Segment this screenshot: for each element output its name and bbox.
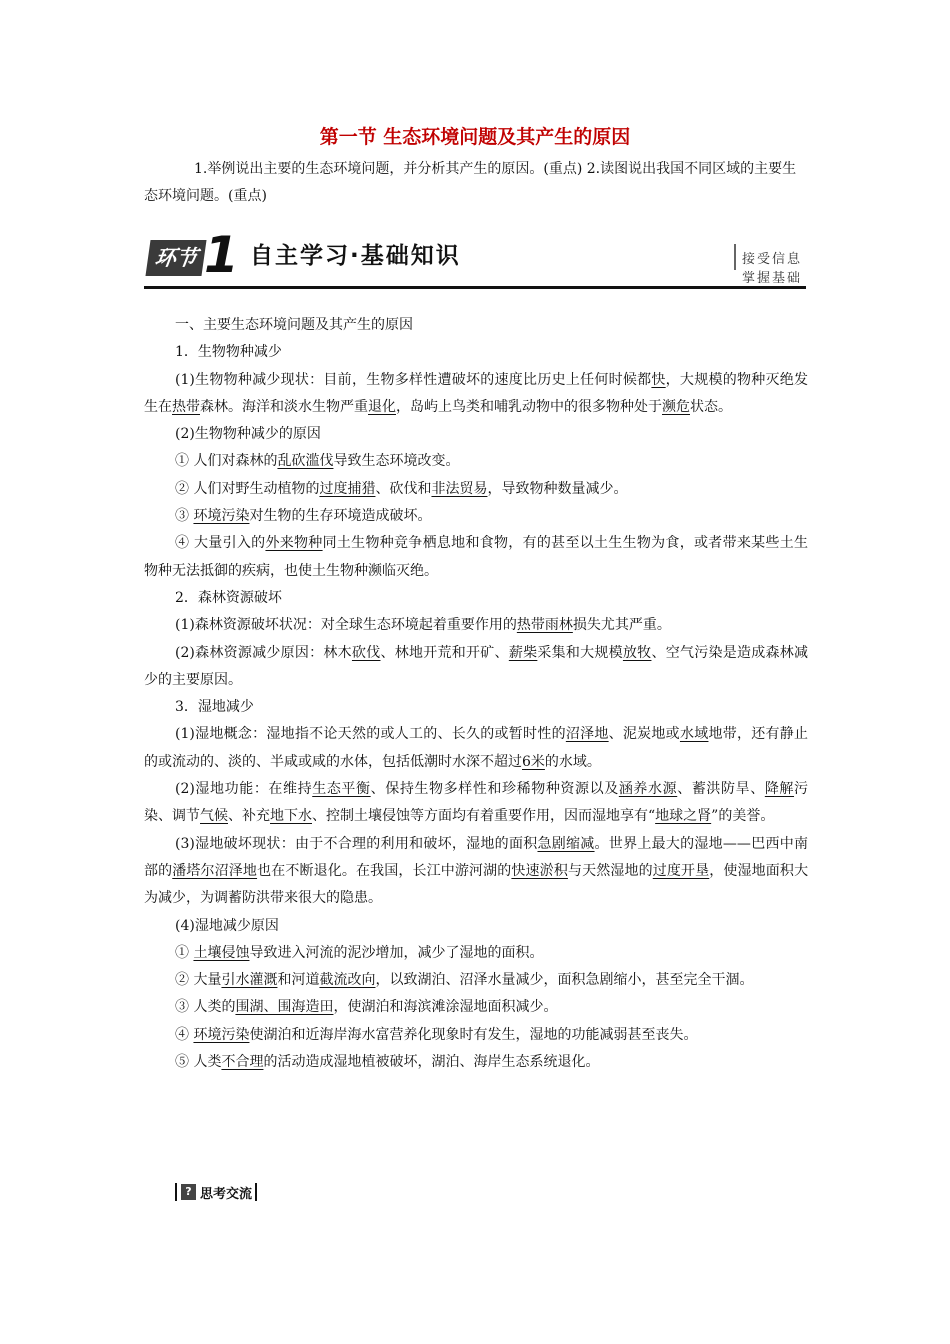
underlined-answer: 引水灌溉 xyxy=(221,972,278,989)
paragraph xyxy=(144,721,808,776)
underlined-answer: 地球之肾 xyxy=(655,808,712,825)
text-run: (1)森林资源破坏状况：对全球生态环境起着重要作用的 xyxy=(175,617,517,634)
text-run: 损失尤其严重。 xyxy=(572,617,671,634)
paragraph xyxy=(144,585,808,612)
text-run: ，使湿地面积大为减少，为调蓄防洪带来很大的隐患。 xyxy=(144,862,809,907)
badge-number: 1 xyxy=(204,226,239,284)
underlined-answer: 热带 xyxy=(172,398,200,415)
tag-bar-right xyxy=(255,1183,257,1201)
underlined-answer: 地下水 xyxy=(270,808,312,825)
tag-bar-left xyxy=(175,1183,177,1201)
paragraph xyxy=(144,940,808,967)
paragraph xyxy=(144,994,808,1021)
text-run: 和河道 xyxy=(277,972,320,989)
underlined-answer: 放牧 xyxy=(622,644,652,661)
underlined-answer: 快速淤积 xyxy=(511,862,568,879)
step-badge xyxy=(146,226,239,284)
paragraph xyxy=(144,421,808,448)
text-run: 使湖泊和近海岸海水富营养化现象时有发生，湿地的功能减弱甚至丧失。 xyxy=(249,1026,698,1043)
text-run: ，岛屿上鸟类和哺乳动物中的很多物种处于 xyxy=(396,398,662,415)
text-run: 的水域。 xyxy=(544,753,601,770)
body-text xyxy=(144,312,808,1076)
text-run: 、空气污染是造成森林减少的主要原因。 xyxy=(144,644,809,688)
paragraph xyxy=(144,1022,808,1049)
text-run: 森林。海洋和淡水生物严重 xyxy=(200,398,368,415)
text-run: 导致进入河流的泥沙增加，减少了湿地的面积。 xyxy=(249,944,544,961)
paragraph xyxy=(144,530,808,585)
paragraph xyxy=(144,967,808,994)
text-run: 、补充 xyxy=(228,808,270,825)
text-run: ④ 大量引入的 xyxy=(175,535,266,552)
text-run: (1)湿地概念：湿地指不论天然的或人工的、长久的或暂时性的 xyxy=(175,726,566,743)
text-run: 、保持生物多样性和珍稀物种资源以及 xyxy=(370,781,619,798)
paragraph xyxy=(144,776,808,831)
text-run: 1．生物物种减少 xyxy=(175,344,282,361)
paragraph xyxy=(144,476,808,503)
text-run: 一、主要生态环境问题及其产生的原因 xyxy=(175,317,413,333)
underlined-answer: 外来物种 xyxy=(265,535,323,552)
underlined-answer: 砍伐 xyxy=(351,644,381,661)
underlined-answer: 乱砍滥伐 xyxy=(277,453,334,470)
text-run: ④ xyxy=(175,1026,194,1043)
underlined-answer: 过度捕猎 xyxy=(319,480,376,497)
learning-objectives: 1.举例说出主要的生态环境问题，并分析其产生的原因。(重点) 2.读图说出我国不同区域的主要生态环境问题。(重点) xyxy=(144,161,797,204)
underlined-answer: 快 xyxy=(651,371,666,388)
text-run: 、砍伐和 xyxy=(375,480,432,497)
text-run: ③ xyxy=(175,508,194,525)
text-run: 、泥炭地或 xyxy=(608,726,680,743)
paragraph xyxy=(144,367,808,422)
underlined-answer: 热带雨林 xyxy=(516,617,573,634)
paragraph xyxy=(144,612,808,639)
text-run: ，以致湖泊、沼泽水量减少，面积急剧缩小，甚至完全干涸。 xyxy=(375,972,754,989)
underlined-answer: 过度开垦 xyxy=(652,862,710,879)
text-run: (2)森林资源减少原因：林木 xyxy=(175,644,352,661)
underlined-answer: 濒危 xyxy=(662,398,690,415)
text-run: ① xyxy=(175,944,194,961)
underlined-answer: 沼泽地 xyxy=(565,726,609,743)
text-run: ，导致物种数量减少。 xyxy=(487,480,628,497)
underlined-answer: 薪柴 xyxy=(508,644,538,661)
paragraph xyxy=(144,831,808,913)
text-run: ，大规模的物种灭绝发生在 xyxy=(144,371,809,415)
text-run: 状态。 xyxy=(690,398,732,415)
banner-tagline: 接受信息 掌握基础 xyxy=(742,252,803,286)
banner-divider xyxy=(734,244,736,270)
underlined-answer: 降解 xyxy=(764,781,795,798)
text-run: 导致生态环境改变。 xyxy=(333,453,460,470)
text-run: 同土生物种竞争栖息地和食物，有的甚至以土生生物为食，或者带来某些土生物种无法抵御的疾病，也使土生物种濒临灭绝。 xyxy=(144,535,809,579)
text-run: 2．森林资源破坏 xyxy=(175,589,282,606)
paragraph xyxy=(144,448,808,475)
paragraph xyxy=(144,312,808,339)
underlined-answer: 土壤侵蚀 xyxy=(193,944,250,961)
underlined-answer: 涵养水源 xyxy=(618,781,678,798)
underlined-answer: 气候 xyxy=(200,808,228,825)
text-run: 、蓄洪防旱、 xyxy=(677,781,765,798)
underlined-answer: 不合理 xyxy=(221,1054,264,1071)
section-banner xyxy=(144,224,806,289)
underlined-answer: 退化 xyxy=(368,398,396,415)
paragraph xyxy=(144,1049,808,1076)
text-run: 污染、调节 xyxy=(144,781,809,825)
text-run: ⑤ 人类 xyxy=(175,1054,222,1071)
text-run: 也在不断退化。在我国，长江中游河湖的 xyxy=(257,862,512,879)
text-run: (1)生物物种减少现状：目前，生物多样性遭破坏的速度比历史上任何时候都 xyxy=(175,371,652,388)
underlined-answer: 6米 xyxy=(522,753,545,770)
text-run: ② 大量 xyxy=(175,972,222,989)
question-mark-icon: ? xyxy=(181,1184,196,1200)
paragraph xyxy=(144,913,808,940)
underlined-answer: 环境污染 xyxy=(193,508,250,525)
text-run: 、林地开荒和开矿、 xyxy=(380,644,509,661)
underlined-answer: 非法贸易 xyxy=(431,480,488,497)
text-run: 。世界上最大的湿地——巴西中南部的 xyxy=(144,835,808,879)
text-run: (4)湿地减少原因 xyxy=(175,917,279,934)
think-exchange-label: 思考交流 xyxy=(200,1186,253,1202)
text-run: ，使湖泊和海滨滩涂湿地面积减少。 xyxy=(333,999,558,1016)
text-run: (2)湿地功能：在维持 xyxy=(175,781,313,798)
banner-title: 自主学习·基础知识 xyxy=(250,243,461,269)
paragraph xyxy=(144,640,808,695)
underlined-answer: 水域 xyxy=(679,726,709,743)
text-run: ③ 人类的 xyxy=(175,999,236,1016)
paragraph xyxy=(144,339,808,366)
text-run: 、控制土壤侵蚀等方面均有着重要作用，因而湿地享有“ xyxy=(312,808,656,825)
text-run: 与天然湿地的 xyxy=(567,862,653,879)
text-run: 的活动造成湿地植被破坏，湖泊、海岸生态系统退化。 xyxy=(263,1054,600,1071)
text-run: ① 人们对森林的 xyxy=(175,453,278,470)
text-run: ”的美誉。 xyxy=(711,808,775,825)
paragraph xyxy=(144,503,808,530)
underlined-answer: 围湖、围海造田 xyxy=(235,999,334,1016)
paragraph xyxy=(144,694,808,721)
text-run: 3．湿地减少 xyxy=(175,699,254,716)
text-run: (2)生物物种减少的原因 xyxy=(175,426,321,443)
text-run: 地带，还有静止的或流动的、淡的、半咸或咸的水体，包括低潮时水深不超过 xyxy=(144,726,809,770)
text-run: 对生物的生存环境造成破坏。 xyxy=(249,508,432,525)
text-run: (3)湿地破坏现状：由于不合理的利用和破坏，湿地的面积 xyxy=(175,835,538,852)
badge-word: 环节 xyxy=(145,240,206,276)
underlined-answer: 潘塔尔沼泽地 xyxy=(172,862,258,879)
underlined-answer: 环境污染 xyxy=(193,1026,250,1043)
text-run: 采集和大规模 xyxy=(537,644,623,661)
underlined-answer: 生态平衡 xyxy=(312,781,371,798)
text-run: ② 人们对野生动植物的 xyxy=(175,480,320,497)
underlined-answer: 急剧缩减 xyxy=(537,835,595,852)
section-title: 第一节 生态环境问题及其产生的原因 xyxy=(319,126,631,148)
think-exchange-tag xyxy=(175,1181,259,1203)
underlined-answer: 截流改向 xyxy=(319,972,376,989)
